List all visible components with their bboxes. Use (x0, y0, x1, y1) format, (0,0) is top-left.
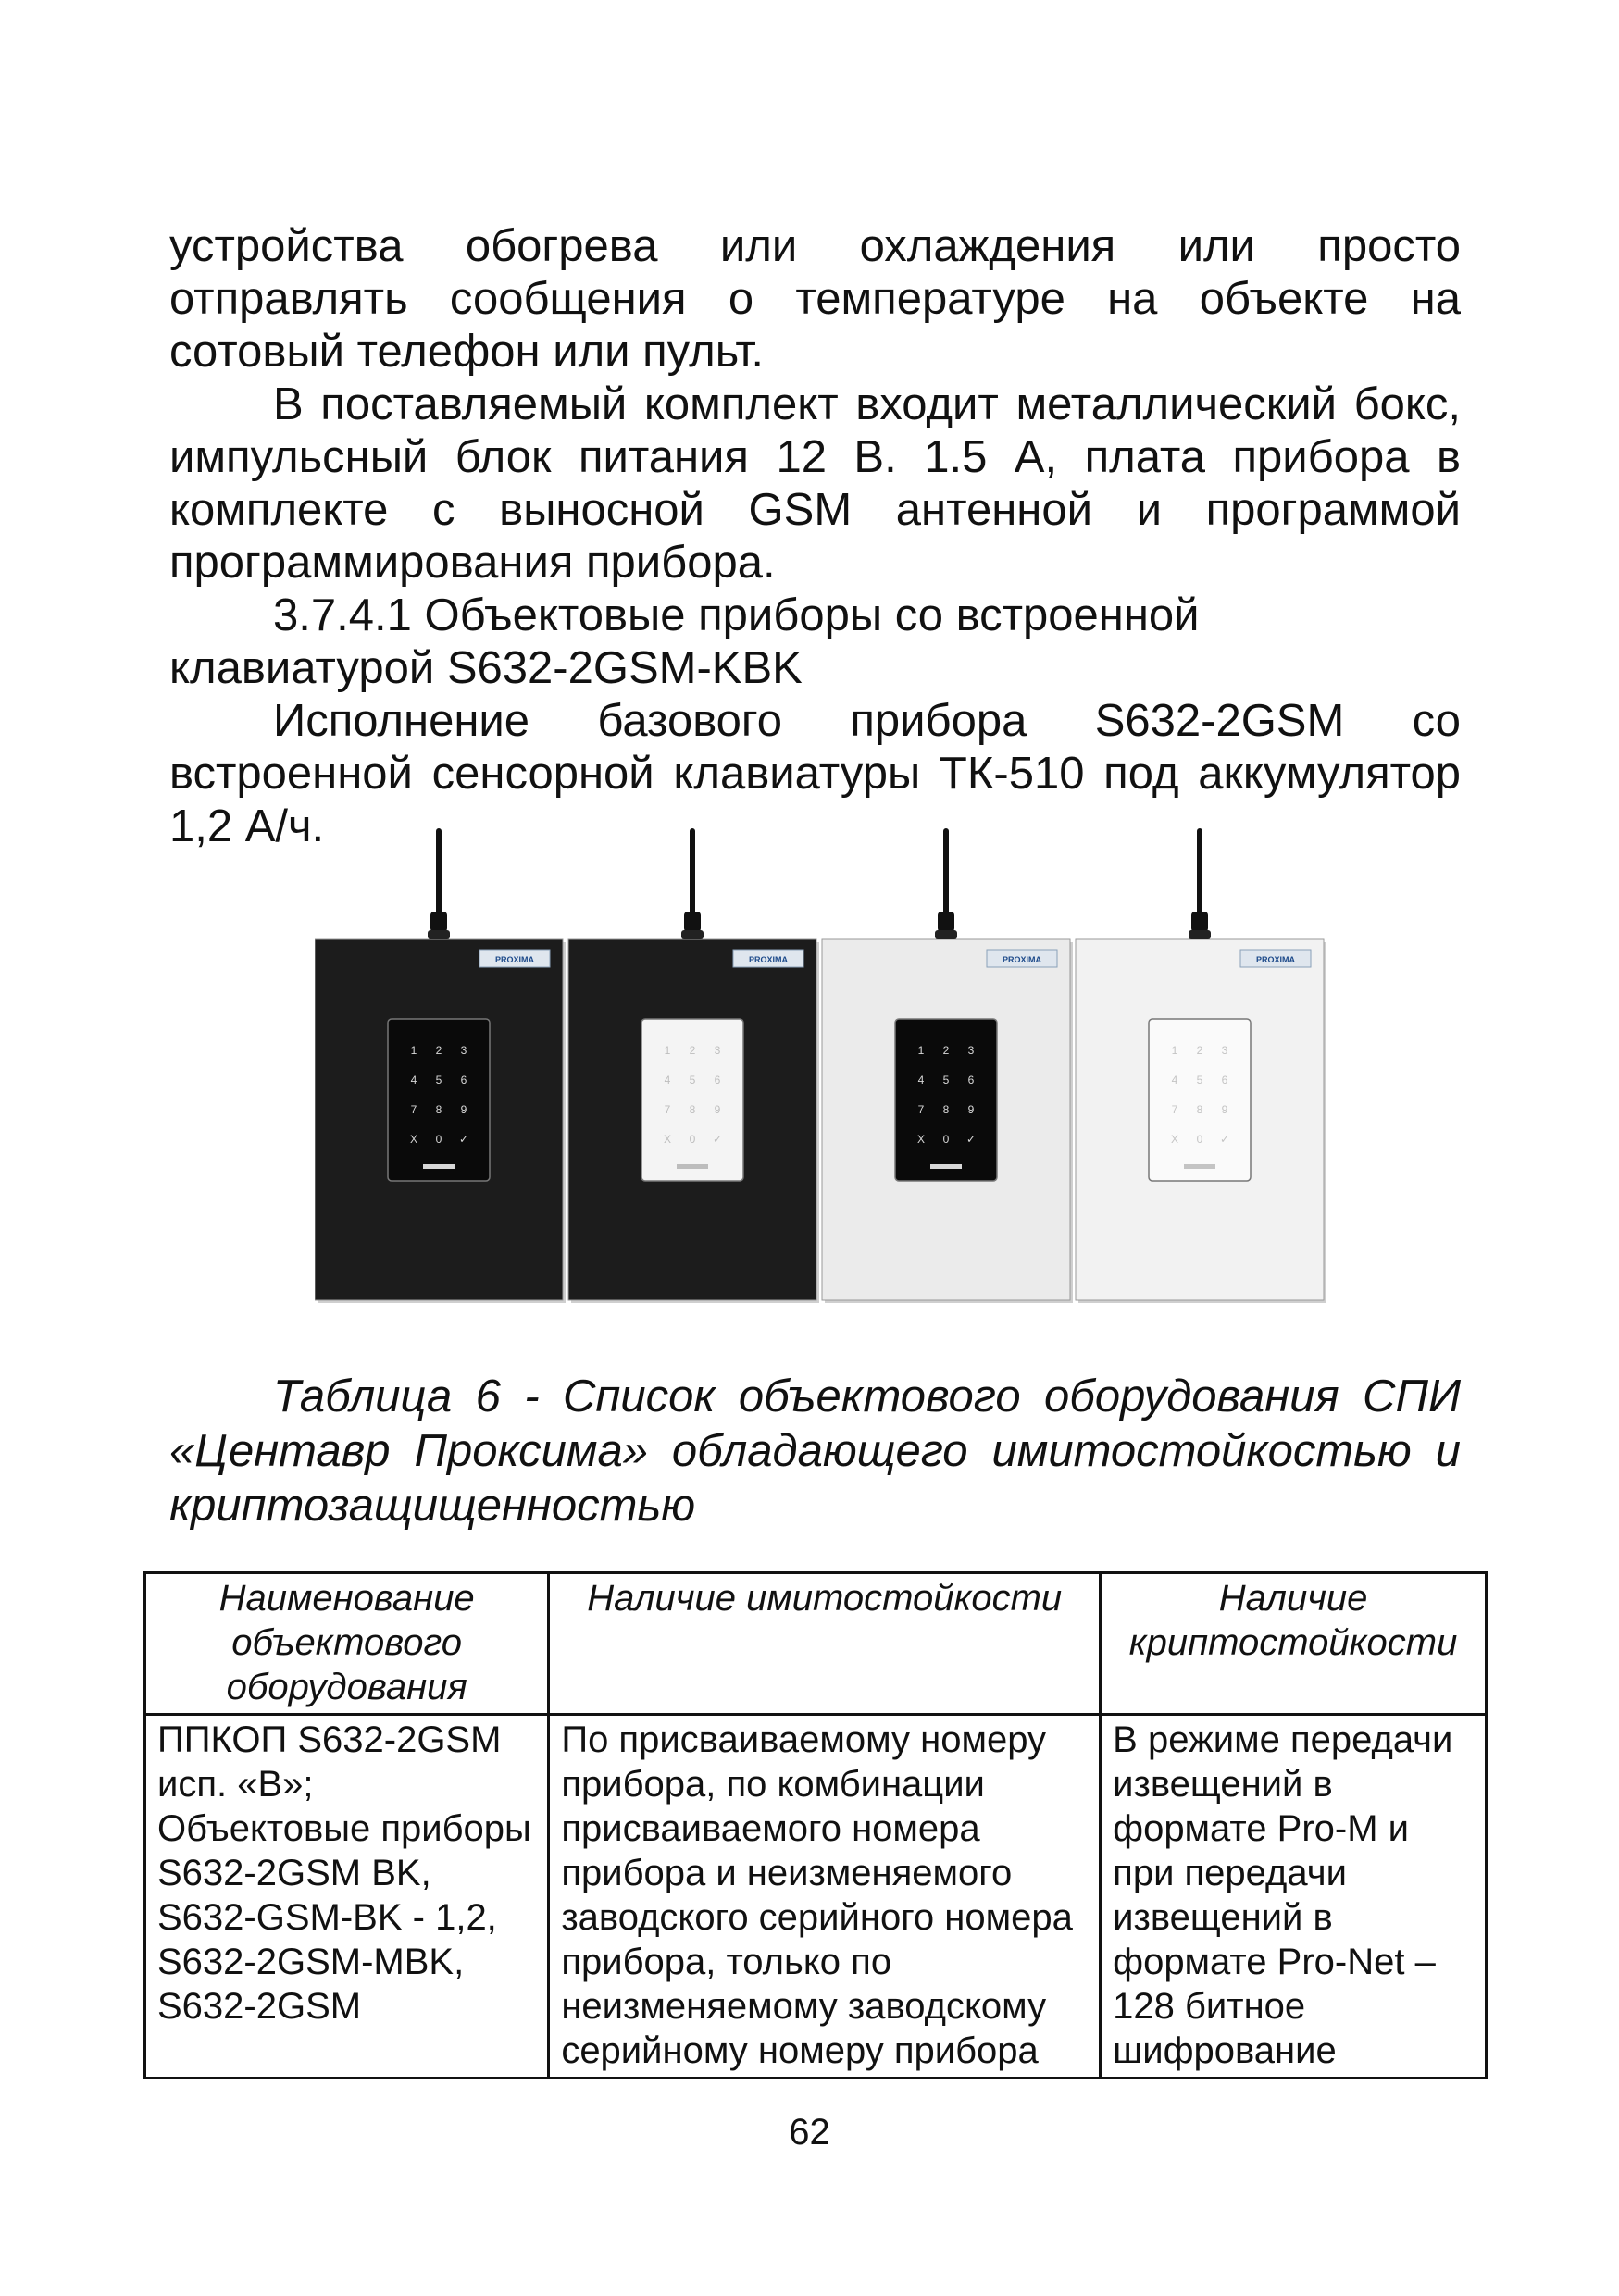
antenna-mount-icon (935, 930, 957, 939)
antenna-icon (690, 828, 695, 916)
keypad-key: 1 (917, 1044, 925, 1057)
keypad-key: 6 (714, 1074, 721, 1086)
keypad-key: ✓ (458, 1133, 469, 1146)
header-equipment: Наименование объектового оборудования (145, 1573, 549, 1715)
keypad-key: 7 (664, 1103, 671, 1116)
keypad-key: 1 (664, 1044, 671, 1057)
keypad-key: ✓ (1219, 1133, 1230, 1146)
antenna-base-icon (684, 912, 701, 932)
keypad-key: 9 (714, 1103, 721, 1116)
keypad-key: 4 (410, 1074, 417, 1086)
cell-imitation-resistance: По присваиваемому номеру прибора, по комбинации присваиваемого номера прибора и неизменяемого заводского серийного номера прибора, только по неизменяемому заводскому серийному номеру прибора (549, 1715, 1101, 2079)
keypad-key: 3 (967, 1044, 975, 1057)
keypad-key: ✓ (712, 1133, 723, 1146)
keypad-key: X (1170, 1133, 1179, 1146)
paragraph-2: В поставляемый комплект входит металлический бокс, импульсный блок питания 12 В. 1.5 А, плата прибора в комплекте с выносной GSM антенной и программой программирования прибора. (169, 379, 1461, 588)
cell-crypto-resistance: В режиме передачи извещений в формате Pro-M и при передачи извещений в формате Pro-Net – 128 битное шифрование (1101, 1715, 1487, 2079)
brand-label: PROXIMA (1255, 955, 1296, 964)
header-crypto-resistance: Наличие криптостойкости (1101, 1573, 1487, 1715)
header-imitation-resistance: Наличие имитостойкости (549, 1573, 1101, 1715)
keypad-key: 8 (435, 1103, 442, 1116)
page-number: 62 (789, 2112, 830, 2153)
keypad-key: 9 (460, 1103, 467, 1116)
keypad-key: 4 (664, 1074, 671, 1086)
keypad-logo-strip (677, 1164, 708, 1169)
keypad-key: 8 (942, 1103, 950, 1116)
antenna-mount-icon (428, 930, 450, 939)
keypad-key: 2 (435, 1044, 442, 1057)
equipment-table (143, 1571, 1488, 2079)
keypad-key: 3 (1221, 1044, 1228, 1057)
table-row (145, 1715, 1487, 2079)
antenna-base-icon (1191, 912, 1208, 932)
keypad-key: 7 (410, 1103, 417, 1116)
paragraph-4: Исполнение базового прибора S632-2GSM со встроенной сенсорной клавиатуры ТК-510 под аккумулятор 1,2 А/ч. (169, 696, 1461, 851)
keypad-key: 0 (942, 1133, 950, 1146)
body-text (169, 220, 1461, 853)
keypad-key: 4 (917, 1074, 925, 1086)
keypad-key: 0 (1196, 1133, 1203, 1146)
antenna-base-icon (938, 912, 954, 932)
keypad-key: 3 (714, 1044, 721, 1057)
keypad-key: 5 (689, 1074, 696, 1086)
keypad-key: 0 (689, 1133, 696, 1146)
keypad-key: ✓ (965, 1133, 977, 1146)
keypad-key: 7 (1171, 1103, 1178, 1116)
antenna-mount-icon (681, 930, 704, 939)
antenna-icon (436, 828, 442, 916)
keypad-key: 8 (1196, 1103, 1203, 1116)
keypad-key: 2 (942, 1044, 950, 1057)
keypad-key: X (663, 1133, 672, 1146)
antenna-icon (943, 828, 949, 916)
keypad-key: 6 (460, 1074, 467, 1086)
antenna-base-icon (430, 912, 447, 932)
keypad-key: 9 (1221, 1103, 1228, 1116)
section-heading: 3.7.4.1 Объектовые приборы со встроенной клавиатурой S632-2GSM-KBK (169, 590, 1200, 693)
brand-label: PROXIMA (748, 955, 789, 964)
keypad-logo-strip (1184, 1164, 1215, 1169)
paragraph-1: устройства обогрева или охлаждения или просто отправлять сообщения о температуре на объекте на сотовый телефон или пульт. (169, 221, 1461, 377)
brand-label: PROXIMA (1002, 955, 1042, 964)
antenna-mount-icon (1189, 930, 1211, 939)
keypad-key: 1 (1171, 1044, 1178, 1057)
keypad-key: 8 (689, 1103, 696, 1116)
antenna-icon (1197, 828, 1202, 916)
keypad-key: 2 (689, 1044, 696, 1057)
keypad-key: 4 (1171, 1074, 1178, 1086)
keypad-key: 9 (967, 1103, 975, 1116)
keypad-key: 7 (917, 1103, 925, 1116)
keypad-key: 5 (435, 1074, 442, 1086)
keypad-key: 5 (942, 1074, 950, 1086)
keypad-key: X (916, 1133, 926, 1146)
keypad-key: X (409, 1133, 418, 1146)
keypad-key: 6 (1221, 1074, 1228, 1086)
keypad-logo-strip (423, 1164, 455, 1169)
keypad-key: 5 (1196, 1074, 1203, 1086)
table-caption: Таблица 6 - Список объектового оборудования СПИ «Центавр Проксима» обладающего имитостойкостью и криптозащищенностью (169, 1371, 1461, 1531)
product-photo (315, 824, 1342, 1305)
keypad-key: 3 (460, 1044, 467, 1057)
keypad-key: 0 (435, 1133, 442, 1146)
keypad-logo-strip (930, 1164, 962, 1169)
device-illustration (315, 824, 1342, 1305)
table-header-row (145, 1573, 1487, 1715)
keypad-key: 2 (1196, 1044, 1203, 1057)
cell-equipment: ППКОП S632-2GSM исп. «В»; Объектовые приборы S632-2GSM BK, S632-GSM-BK - 1,2, S632-2GSM-MBK, S632-2GSM (145, 1715, 549, 2079)
brand-label: PROXIMA (494, 955, 535, 964)
keypad-key: 1 (410, 1044, 417, 1057)
keypad-key: 6 (967, 1074, 975, 1086)
